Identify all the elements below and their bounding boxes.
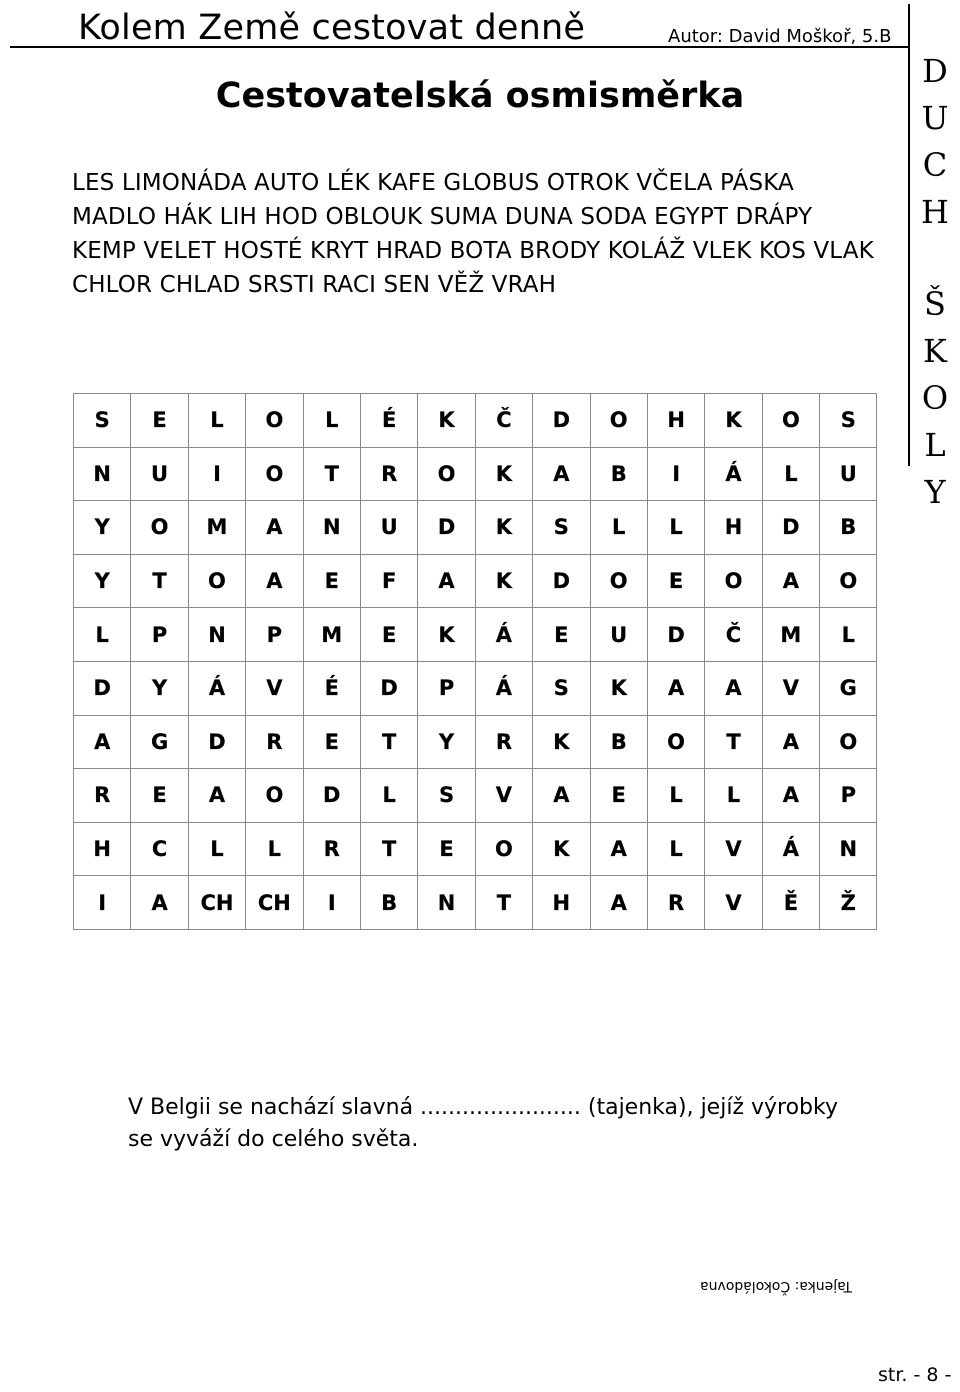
header-title: Kolem Země cestovat denně [78, 8, 586, 48]
word-list-line: KEMP VELET HOSTÉ KRYT HRAD BOTA BRODY KOLÁŽ VLEK KOS VLAK [72, 238, 874, 264]
grid-cell[interactable]: K [475, 554, 532, 608]
grid-cell[interactable]: B [590, 447, 647, 501]
grid-cell[interactable]: I [74, 876, 131, 930]
grid-cell[interactable]: K [705, 394, 762, 448]
grid-cell[interactable]: Ě [762, 876, 819, 930]
grid-cell[interactable]: A [762, 769, 819, 823]
grid-cell[interactable]: T [475, 876, 532, 930]
grid-cell[interactable]: B [360, 876, 417, 930]
side-letter: L [924, 426, 946, 464]
grid-cell[interactable]: D [418, 501, 475, 555]
grid-cell[interactable]: P [418, 661, 475, 715]
grid-cell[interactable]: A [705, 661, 762, 715]
grid-cell[interactable]: O [820, 715, 877, 769]
grid-cell[interactable]: N [74, 447, 131, 501]
grid-cell[interactable]: O [131, 501, 188, 555]
grid-cell[interactable]: M [303, 608, 360, 662]
grid-cell[interactable]: L [647, 769, 704, 823]
grid-cell[interactable]: T [303, 447, 360, 501]
grid-cell[interactable]: L [705, 769, 762, 823]
grid-cell[interactable]: R [246, 715, 303, 769]
grid-cell[interactable]: A [533, 769, 590, 823]
grid-cell[interactable]: A [246, 501, 303, 555]
grid-cell[interactable]: K [418, 608, 475, 662]
page-number: str. - 8 - [878, 1364, 952, 1386]
grid-cell[interactable]: S [533, 501, 590, 555]
header-author: Autor: David Moškoř, 5.B [668, 26, 892, 47]
side-letter: C [922, 146, 948, 184]
side-letter: O [921, 379, 949, 417]
grid-cell[interactable]: A [188, 769, 245, 823]
grid-row [74, 608, 877, 662]
grid-cell[interactable]: R [74, 769, 131, 823]
grid-cell[interactable]: L [303, 394, 360, 448]
grid-cell[interactable]: L [590, 501, 647, 555]
grid-row [74, 876, 877, 930]
grid-cell[interactable]: E [590, 769, 647, 823]
word-search-grid [73, 393, 877, 930]
grid-cell[interactable]: Y [418, 715, 475, 769]
grid-cell[interactable]: D [533, 554, 590, 608]
grid-cell[interactable]: Á [475, 608, 532, 662]
grid-cell[interactable]: L [188, 394, 245, 448]
grid-cell[interactable]: I [303, 876, 360, 930]
grid-cell[interactable]: O [590, 394, 647, 448]
clue-line: se vyváží do celého světa. [128, 1127, 419, 1152]
grid-cell[interactable]: Á [705, 447, 762, 501]
word-list-line: MADLO HÁK LIH HOD OBLOUK SUMA DUNA SODA EGYPT DRÁPY [72, 204, 813, 230]
grid-cell[interactable]: N [303, 501, 360, 555]
grid-cell[interactable]: V [246, 661, 303, 715]
grid-cell[interactable]: O [475, 822, 532, 876]
grid-cell[interactable]: A [590, 876, 647, 930]
grid-row [74, 715, 877, 769]
grid-cell[interactable]: A [762, 554, 819, 608]
grid-row [74, 394, 877, 448]
grid-cell[interactable]: A [590, 822, 647, 876]
grid-cell[interactable]: L [820, 608, 877, 662]
side-letter: Y [924, 473, 946, 511]
grid-cell[interactable]: R [360, 447, 417, 501]
grid-cell[interactable]: D [360, 661, 417, 715]
grid-cell[interactable]: V [762, 661, 819, 715]
grid-cell[interactable]: K [475, 447, 532, 501]
grid-cell[interactable]: D [533, 394, 590, 448]
grid-cell[interactable]: R [303, 822, 360, 876]
grid-cell[interactable]: K [533, 822, 590, 876]
grid-cell[interactable]: U [360, 501, 417, 555]
grid-cell[interactable]: S [820, 394, 877, 448]
grid-cell[interactable]: V [705, 876, 762, 930]
grid-cell[interactable]: U [131, 447, 188, 501]
grid-cell[interactable]: L [762, 447, 819, 501]
grid-cell[interactable]: R [475, 715, 532, 769]
grid-cell[interactable]: Y [74, 554, 131, 608]
grid-cell[interactable]: O [590, 554, 647, 608]
clue-text [128, 1092, 888, 1156]
grid-cell[interactable]: A [418, 554, 475, 608]
grid-cell[interactable]: G [820, 661, 877, 715]
grid-cell[interactable]: N [820, 822, 877, 876]
grid-cell[interactable]: Á [188, 661, 245, 715]
grid-cell[interactable]: L [360, 769, 417, 823]
grid-cell[interactable]: D [74, 661, 131, 715]
word-list-line: LES LIMONÁDA AUTO LÉK KAFE GLOBUS OTROK VČELA PÁSKA [72, 170, 794, 196]
grid-cell[interactable]: A [647, 661, 704, 715]
grid-cell[interactable]: L [188, 822, 245, 876]
grid-cell[interactable]: P [131, 608, 188, 662]
grid-cell[interactable]: A [762, 715, 819, 769]
grid-row [74, 554, 877, 608]
header-rule [10, 46, 908, 48]
grid-cell[interactable]: Č [705, 608, 762, 662]
grid-cell[interactable]: Y [74, 501, 131, 555]
grid-cell[interactable]: M [762, 608, 819, 662]
grid-cell[interactable]: O [246, 447, 303, 501]
grid-cell[interactable]: N [188, 608, 245, 662]
grid-row [74, 661, 877, 715]
grid-cell[interactable]: Á [475, 661, 532, 715]
grid-cell[interactable]: I [647, 447, 704, 501]
grid-cell[interactable]: O [705, 554, 762, 608]
grid-row [74, 769, 877, 823]
grid-cell[interactable]: E [418, 822, 475, 876]
grid-cell[interactable]: O [188, 554, 245, 608]
grid-cell[interactable]: Ž [820, 876, 877, 930]
grid-cell[interactable]: C [131, 822, 188, 876]
grid-cell[interactable]: A [131, 876, 188, 930]
grid-cell[interactable]: H [647, 394, 704, 448]
grid-cell[interactable]: L [647, 501, 704, 555]
grid-cell[interactable]: CH [246, 876, 303, 930]
grid-cell[interactable]: E [303, 715, 360, 769]
side-letter: K [923, 332, 947, 370]
grid-cell[interactable]: M [188, 501, 245, 555]
grid-cell[interactable]: A [74, 715, 131, 769]
side-vertical-text [912, 48, 958, 516]
grid-cell[interactable]: R [647, 876, 704, 930]
grid-cell[interactable]: E [533, 608, 590, 662]
word-list-line: CHLOR CHLAD SRSTI RACI SEN VĚŽ VRAH [72, 272, 557, 298]
grid-cell[interactable]: T [705, 715, 762, 769]
grid-cell[interactable]: V [705, 822, 762, 876]
grid-cell[interactable]: O [246, 394, 303, 448]
grid-cell[interactable]: A [246, 554, 303, 608]
grid-cell[interactable]: D [188, 715, 245, 769]
side-letter: Š [924, 285, 946, 323]
grid-cell[interactable]: Č [475, 394, 532, 448]
grid-cell[interactable]: É [303, 661, 360, 715]
page-title: Cestovatelská osmisměrka [215, 76, 745, 116]
grid-cell[interactable]: T [360, 715, 417, 769]
grid-cell[interactable]: F [360, 554, 417, 608]
grid-cell[interactable]: I [188, 447, 245, 501]
grid-cell[interactable]: CH [188, 876, 245, 930]
grid-cell[interactable]: H [705, 501, 762, 555]
grid-cell[interactable]: P [246, 608, 303, 662]
grid-cell[interactable]: N [418, 876, 475, 930]
grid-cell[interactable]: D [303, 769, 360, 823]
grid-cell[interactable]: T [131, 554, 188, 608]
side-letter: U [921, 99, 949, 137]
grid-cell[interactable]: K [418, 394, 475, 448]
word-list [72, 166, 902, 302]
grid-cell[interactable]: D [647, 608, 704, 662]
grid-cell[interactable]: Y [131, 661, 188, 715]
grid-cell[interactable]: K [590, 661, 647, 715]
grid-cell[interactable]: E [647, 554, 704, 608]
grid-cell[interactable]: O [820, 554, 877, 608]
grid-cell[interactable]: B [590, 715, 647, 769]
grid-cell[interactable]: É [360, 394, 417, 448]
grid-cell[interactable]: S [74, 394, 131, 448]
clue-line: V Belgii se nachází slavná ....................... (tajenka), jejíž výrobky [128, 1095, 838, 1120]
grid-cell[interactable]: L [74, 608, 131, 662]
grid-cell[interactable]: U [590, 608, 647, 662]
grid-cell[interactable]: H [74, 822, 131, 876]
grid-cell[interactable]: S [533, 661, 590, 715]
grid-row [74, 822, 877, 876]
grid-cell[interactable]: D [762, 501, 819, 555]
grid-cell[interactable]: O [647, 715, 704, 769]
grid-cell[interactable]: O [246, 769, 303, 823]
grid-cell[interactable]: P [820, 769, 877, 823]
side-letter: D [922, 52, 948, 90]
grid-cell[interactable]: L [246, 822, 303, 876]
side-letter: H [921, 193, 949, 231]
side-gap [912, 236, 958, 281]
grid-cell[interactable]: G [131, 715, 188, 769]
grid-cell[interactable]: T [360, 822, 417, 876]
grid-row [74, 501, 877, 555]
grid-cell[interactable]: K [533, 715, 590, 769]
grid-cell[interactable]: E [131, 769, 188, 823]
grid-cell[interactable]: E [303, 554, 360, 608]
grid-cell[interactable]: L [647, 822, 704, 876]
grid-cell[interactable]: Á [762, 822, 819, 876]
grid-cell[interactable]: A [533, 447, 590, 501]
grid-cell[interactable]: O [762, 394, 819, 448]
side-rule [908, 4, 910, 466]
grid-cell[interactable]: E [131, 394, 188, 448]
grid-cell[interactable]: S [418, 769, 475, 823]
grid-cell[interactable]: B [820, 501, 877, 555]
grid-row [74, 447, 877, 501]
answer-upside-down: Tajenka: Čokoládovna [700, 1278, 852, 1294]
grid-cell[interactable]: H [533, 876, 590, 930]
grid-cell[interactable]: O [418, 447, 475, 501]
grid-cell[interactable]: V [475, 769, 532, 823]
grid-cell[interactable]: K [475, 501, 532, 555]
grid-cell[interactable]: E [360, 608, 417, 662]
grid-cell[interactable]: U [820, 447, 877, 501]
